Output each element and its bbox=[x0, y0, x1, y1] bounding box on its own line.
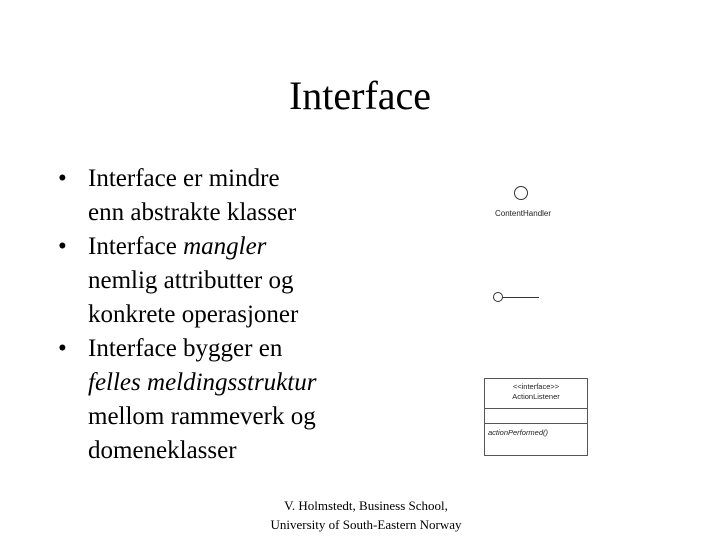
footer-line-1: V. Holmstedt, Business School, bbox=[284, 498, 448, 513]
bullet-text: domeneklasser bbox=[88, 437, 237, 464]
bullet-line bbox=[88, 332, 478, 366]
bullet-line bbox=[88, 298, 478, 332]
slide-title: Interface bbox=[288, 73, 432, 118]
bullet-dot-icon: • bbox=[58, 335, 67, 362]
uml-attributes-compartment bbox=[485, 409, 587, 424]
uml-stereotype: <<interface>> bbox=[512, 382, 560, 391]
bullet-text: enn abstrakte klasser bbox=[88, 199, 297, 226]
uml-class-name: ActionListener bbox=[512, 392, 560, 401]
footer-line-2: University of South-Eastern Norway bbox=[270, 517, 462, 532]
bullet-item bbox=[58, 332, 478, 468]
bullet-line bbox=[88, 162, 478, 196]
uml-lollipop-interface bbox=[495, 183, 565, 223]
uml-interface-connector bbox=[493, 290, 543, 306]
bullet-text: Interface er mindre bbox=[88, 165, 280, 192]
bullet-line bbox=[88, 264, 478, 298]
bullet-line bbox=[88, 366, 478, 400]
bullet-dot-icon: • bbox=[58, 165, 67, 192]
uml-operation: actionPerformed() bbox=[488, 428, 549, 437]
uml-class-box bbox=[484, 378, 588, 456]
lollipop-label: ContentHandler bbox=[495, 209, 552, 218]
bullet-text: mellom rammeverk og bbox=[88, 403, 316, 430]
bullet-line bbox=[88, 230, 478, 264]
connector-circle-icon bbox=[493, 292, 503, 302]
bullet-emphasis: mangler bbox=[183, 233, 267, 260]
bullet-dot-icon: • bbox=[58, 233, 67, 260]
slide-footer bbox=[236, 496, 496, 534]
connector-line bbox=[503, 297, 539, 298]
bullet-line bbox=[88, 400, 478, 434]
bullet-text: konkrete operasjoner bbox=[88, 301, 299, 328]
bullet-emphasis: felles meldingsstruktur bbox=[88, 369, 317, 396]
bullet-item bbox=[58, 230, 478, 332]
bullet-line bbox=[88, 196, 478, 230]
bullet-item bbox=[58, 162, 478, 230]
bullet-text: Interface bbox=[88, 233, 184, 260]
lollipop-circle-icon bbox=[514, 186, 528, 200]
uml-class-header bbox=[485, 379, 587, 409]
bullet-list bbox=[58, 162, 478, 468]
bullet-line bbox=[88, 434, 478, 468]
bullet-text: nemlig attributter og bbox=[88, 267, 294, 294]
bullet-text: Interface bygger en bbox=[88, 335, 283, 362]
